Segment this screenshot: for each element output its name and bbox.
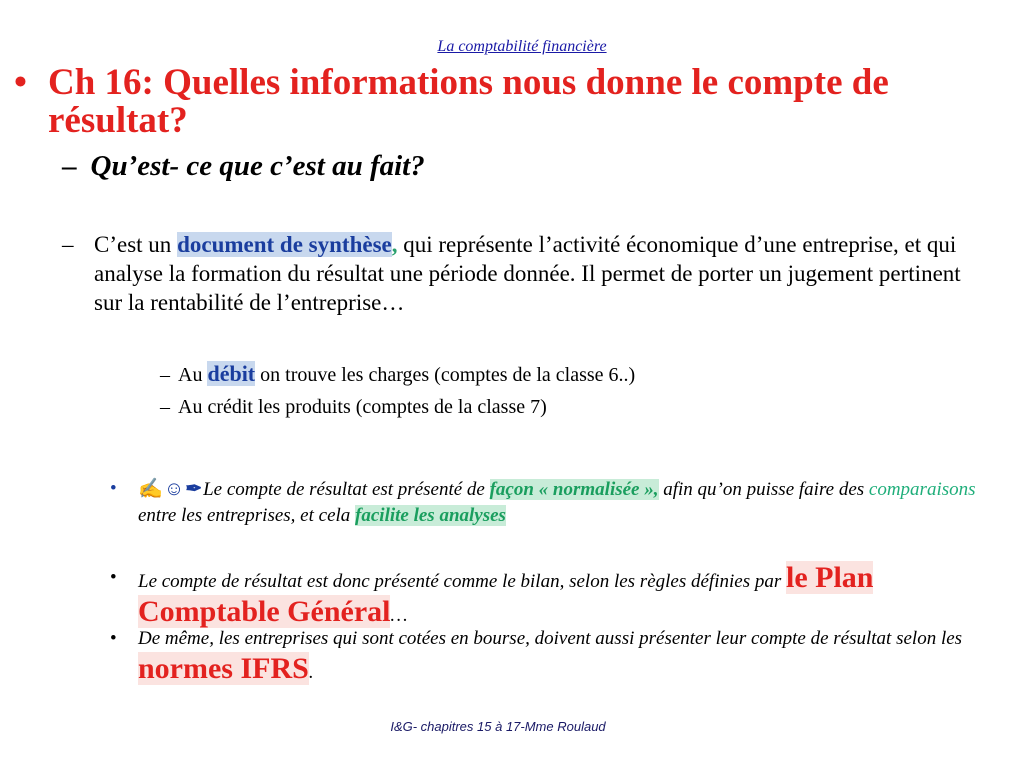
sub-item-before: Au <box>178 364 208 386</box>
header-title: La comptabilité financière <box>437 38 607 55</box>
chapter-heading <box>14 64 1004 140</box>
dash-icon: – <box>62 232 74 257</box>
keyword-document-de-synthese: document de synthèse <box>177 232 392 257</box>
sub-item-debit <box>160 361 635 388</box>
dash-icon: – <box>160 364 170 386</box>
keyword-comparaisons: comparaisons <box>868 479 976 500</box>
bullet-icon: • <box>110 478 117 499</box>
keyword-facon-normalisee: façon « normalisée », <box>489 479 659 500</box>
sub-item-text: Au crédit les produits (comptes de la classe 7) <box>178 396 547 418</box>
bullet-text: Le compte de résultat est présenté de <box>203 479 490 500</box>
bullet-normalisee <box>110 476 990 529</box>
dash-icon: – <box>160 396 170 418</box>
writing-smiley-pen-icon: ✍☺✒ <box>138 478 204 500</box>
bullet-text: … <box>390 605 408 626</box>
keyword-normes-ifrs: normes IFRS <box>138 652 309 685</box>
bullet-text: . <box>308 662 314 683</box>
definition-rest: qui représente l’activité économique d’une entreprise, et qui analyse la formation du résultat une période donnée. Il permet de porter un jugement pertinent sur la rentabilité de l’entreprise… <box>94 232 961 315</box>
footer-text: I&G- chapitres 15 à 17-Mme Roulaud <box>390 719 606 734</box>
bullet-normes-ifrs <box>110 624 990 688</box>
bullet-text: De même, les entreprises qui sont cotées en bourse, doivent aussi présenter leur compte de résultat selon les <box>138 628 963 649</box>
bullet-icon: • <box>110 628 117 649</box>
bullet-icon: • <box>14 62 27 103</box>
subtitle-text: Qu’est- ce que c’est au fait? <box>90 150 425 182</box>
sub-item-after: on trouve les charges (comptes de la classe 6..) <box>255 364 636 386</box>
bullet-text: entre les entreprises, et cela <box>138 505 356 526</box>
bullet-plan-comptable <box>110 563 990 631</box>
keyword-comma: , <box>391 232 398 257</box>
bullet-text: Le compte de résultat est donc présenté comme le bilan, selon les règles définies par <box>138 571 786 592</box>
chapter-title: Ch 16: Quelles informations nous donne le compte de résultat? <box>48 62 889 141</box>
keyword-debit: débit <box>207 361 256 386</box>
definition-intro: C’est un <box>94 232 178 257</box>
dash-icon: – <box>62 150 77 182</box>
bullet-icon: • <box>110 567 117 588</box>
definition-paragraph <box>62 230 982 317</box>
bullet-text: afin qu’on puisse faire des <box>658 479 869 500</box>
sub-item-credit <box>160 394 547 420</box>
subtitle-question <box>62 150 425 183</box>
keyword-facilite-les-analyses: facilite les analyses <box>355 505 506 526</box>
keyword-plan-comptable-general: le Plan Comptable Général <box>138 561 874 628</box>
